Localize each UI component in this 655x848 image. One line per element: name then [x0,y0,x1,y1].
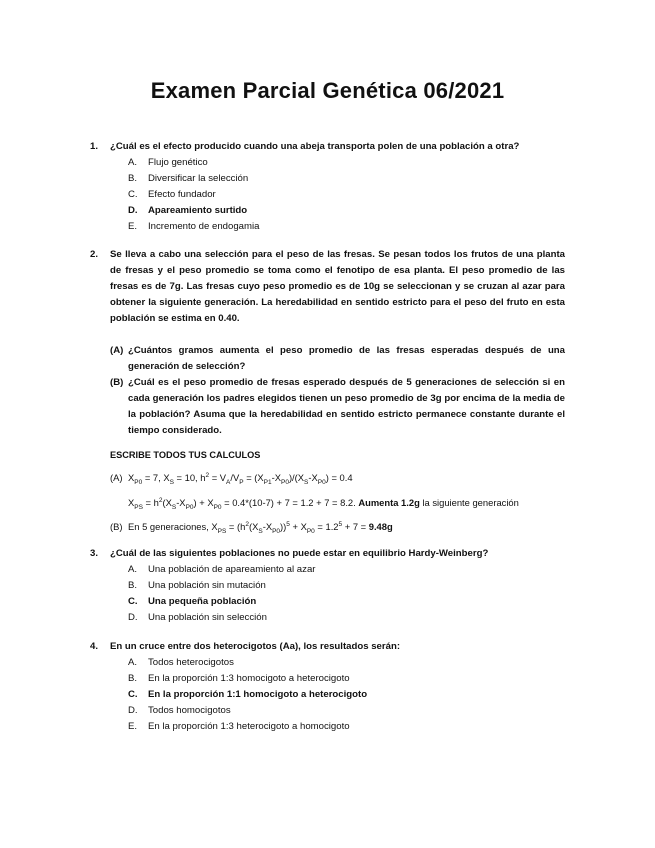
option-d: D. Apareamiento surtido [128,205,248,216]
option-b: B. En la proporción 1:3 homocigoto a heterocigoto [128,673,350,684]
sub-question-a: (A) ¿Cuántos gramos aumenta el peso promedio de las fresas esperadas después de una generación de selección? [110,345,565,372]
question-number: 2. [90,249,99,260]
question-number: 3. [90,548,99,559]
calculations-heading: ESCRIBE TODOS TUS CALCULOS [110,450,261,460]
sub-question-b: (B) ¿Cuál es el peso promedio de fresas esperado después de 5 generaciones de selección si en cada generación los padres elegidos tienen un peso promedio de 3g por encima de la media de la población? Asuma que la heredabilidad en sentido estricto permanece constante durante el tiempo considerado. [110,377,565,436]
option-b: B. Diversificar la selección [128,173,249,184]
option-e: E. Incremento de endogamia [128,221,260,232]
question-1 [90,139,565,235]
option-c: C. Una pequeña población [128,596,257,607]
option-c: C. En la proporción 1:1 homocigoto a heterocigoto [128,689,368,700]
answer-a-line-1: (A) $X_{P0} = 7$, $X_S = 10$, $h^2 = V_A/V_P = (X_{P1}-X_{P0})/(X_S-X_{P0}) = 0.4$ [110,471,353,486]
question-2 [90,247,565,535]
answer-b-line: (B) En 5 generaciones, $X_{PS} = (h^2(X_S-X_{P0}))^5 + X_{P0} = 1.2^5 + 7 = 9.48g$ [110,520,393,535]
question-4 [90,639,565,735]
question-number: 1. [90,141,99,152]
options-list [128,655,565,735]
question-text: Se lleva a cabo una selección para el peso de las fresas. Se pesan todos los frutos de una planta de fresas y el peso promedio se toma como el fenotipo de esa planta. El peso promedio de las fresas es de 7g. Las fresas cuyo peso promedio es de 10g se seleccionan y se cruzan al azar para obtener la siguiente generación. La heredabilidad en sentido estricto para el peso del fruto en esta población se estima en 0.40. [110,249,565,324]
option-a: A. Una población de apareamiento al azar [128,564,316,575]
question-number: 4. [90,641,99,652]
option-d: D. Una población sin selección [128,612,267,623]
options-list [128,155,565,235]
question-3 [90,546,565,626]
option-c: C. Efecto fundador [128,189,216,200]
option-a: A. Flujo genético [128,157,208,168]
question-text: ¿Cuál es el efecto producido cuando una abeja transporta polen de una población a otra? [110,141,520,152]
question-text: En un cruce entre dos heterocigotos (Aa), los resultados serán: [110,641,401,652]
options-list [128,562,565,626]
option-a: A. Todos heterocigotos [128,657,234,668]
option-e: E. En la proporción 1:3 heterocigoto a homocigoto [128,721,350,732]
option-d: D. Todos homocigotos [128,705,231,716]
question-text: ¿Cuál de las siguientes poblaciones no puede estar en equilibrio Hardy-Weinberg? [110,548,489,559]
page-title: Examen Parcial Genética 06/2021 [150,78,505,103]
option-b: B. Una población sin mutación [128,580,266,591]
answer-a-line-2: $X_{PS} = h^2(X_S-X_{P0}) + X_{P0} = 0.4*(10-7) + 7 = 1.2 + 7 = 8.2$. Aumenta 1.2g la siguiente generación [128,496,519,511]
